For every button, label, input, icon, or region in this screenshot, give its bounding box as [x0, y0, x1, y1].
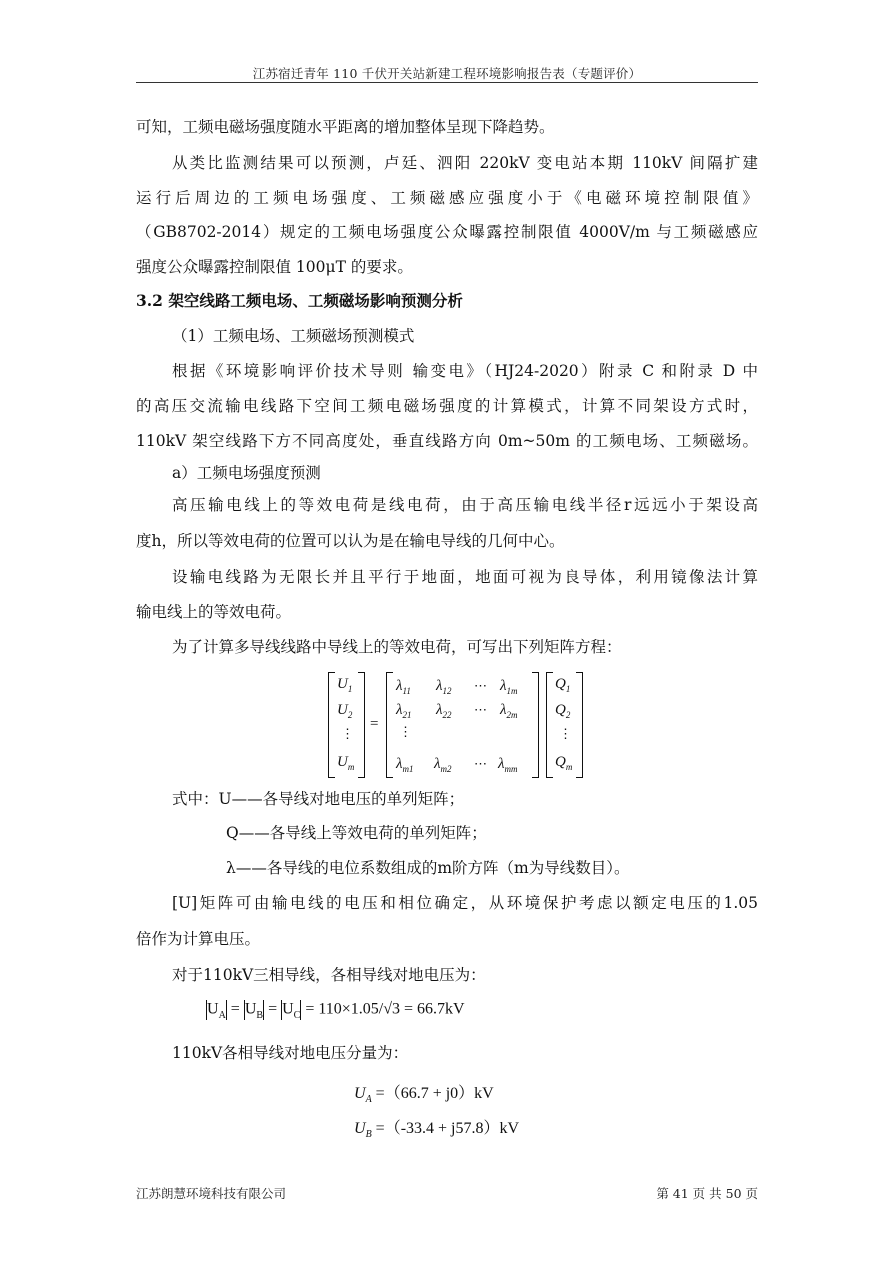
- paragraph-line: 度h，所以等效电荷的位置可以认为是在输电导线的几何中心。: [136, 532, 565, 550]
- section-heading: 3.2 架空线路工频电场、工频磁场影响预测分析: [136, 291, 463, 310]
- matrix-cell: $\lambda_{21}$: [396, 702, 412, 720]
- left-bracket: [386, 672, 393, 778]
- matrix-cell: ⋯: [474, 678, 487, 693]
- matrix-cell: $Q_m$: [555, 754, 573, 772]
- u-vector: [328, 672, 368, 782]
- footer-company: 江苏朗慧环境科技有限公司: [136, 1186, 287, 1201]
- paragraph-line: 运行后周边的工频电场强度、工频磁感应强度小于《电磁环境控制限值》: [136, 189, 758, 207]
- matrix-cell: $Q_2$: [555, 702, 571, 720]
- matrix-cell: ⋮: [341, 726, 354, 741]
- paragraph-line: 的高压交流输电线路下空间工频电磁场强度的计算模式，计算不同架设方式时，: [136, 397, 758, 415]
- paragraph-line: 可知，工频电磁场强度随水平距离的增加整体呈现下降趋势。: [136, 118, 555, 136]
- equals-sign: =: [370, 716, 379, 732]
- matrix-cell: $\lambda_{11}$: [396, 678, 411, 696]
- matrix-cell: ⋮: [399, 724, 412, 739]
- matrix-cell: $\lambda_{22}$: [436, 702, 452, 720]
- definition-line: 式中：U——各导线对地电压的单列矩阵；: [172, 790, 465, 808]
- paragraph-line: 根据《环境影响评价技术导则 输变电》（HJ24-2020）附录 C 和附录 D 中: [172, 362, 758, 380]
- definition-line: λ——各导线的电位系数组成的m阶方阵（m为导线数目）。: [226, 859, 630, 877]
- matrix-cell: $U_m$: [337, 754, 355, 772]
- ua-equation: $U_A =(66.7 + j0)kV$: [354, 1085, 494, 1106]
- paragraph-line: 强度公众曝露控制限值 100μT 的要求。: [136, 258, 413, 276]
- matrix-cell: $\lambda_{1m}$: [500, 678, 518, 696]
- paragraph-line: 高压输电线上的等效电荷是线电荷，由于高压输电线半径r远远小于架设高: [172, 496, 758, 514]
- matrix-cell: $Q_1$: [555, 676, 571, 694]
- paragraph-line: （GB8702-2014）规定的工频电场强度公众曝露控制限值 4000V/m 与工频磁感应: [136, 223, 758, 241]
- paragraph-line: 倍作为计算电压。: [136, 930, 261, 948]
- matrix-cell: $U_2$: [337, 702, 353, 720]
- paragraph-line: 对于110kV三相导线，各相导线对地电压为：: [172, 966, 486, 984]
- definition-line: Q——各导线上等效电荷的单列矩阵；: [226, 824, 487, 842]
- paragraph-line: 从类比监测结果可以预测，卢廷、泗阳 220kV 变电站本期 110kV 间隔扩建: [172, 154, 758, 172]
- right-bracket: [532, 672, 539, 778]
- matrix-cell: $U_1$: [337, 676, 353, 694]
- subheading: a）工频电场强度预测: [172, 464, 321, 482]
- paragraph-line: 110kV各相导线对地电压分量为：: [172, 1044, 409, 1062]
- footer-page-number: 第 41 页 共 50 页: [656, 1186, 758, 1201]
- paragraph-line: 为了计算多导线线路中导线上的等效电荷，可写出下列矩阵方程：: [172, 638, 622, 656]
- left-bracket: [328, 672, 335, 778]
- right-bracket: [576, 672, 583, 778]
- subheading: （1）工频电场、工频磁场预测模式: [172, 327, 415, 345]
- matrix-cell: $\lambda_{12}$: [436, 678, 452, 696]
- header-rule: [136, 82, 758, 83]
- matrix-cell: ⋯: [474, 702, 487, 717]
- paragraph-line: 110kV 架空线路下方不同高度处，垂直线路方向 0m~50m 的工频电场、工频磁场。: [136, 432, 758, 450]
- page-header: 江苏宿迁青年 110 千伏开关站新建工程环境影响报告表（专题评价）: [252, 66, 642, 81]
- matrix-cell: $\lambda_{m1}$: [396, 756, 414, 774]
- q-vector: [546, 672, 586, 782]
- paragraph-line: [U]矩阵可由输电线的电压和相位确定，从环境保护考虑以额定电压的1.05: [172, 894, 758, 912]
- left-bracket: [546, 672, 553, 778]
- right-bracket: [358, 672, 365, 778]
- paragraph-line: 输电线上的等效电荷。: [136, 603, 292, 621]
- matrix-cell: $\lambda_{2m}$: [500, 702, 518, 720]
- matrix-cell: $\lambda_{m2}$: [434, 756, 452, 774]
- voltage-equation: $U_A = U_B = U_C = 110\times 1.05/√3 = 66.7kV$: [207, 1000, 465, 1021]
- matrix-cell: ⋯: [474, 756, 487, 771]
- ub-equation: $U_B =(-33.4 + j57.8)kV$: [354, 1120, 520, 1141]
- matrix-cell: ⋮: [559, 726, 572, 741]
- matrix-cell: $\lambda_{mm}$: [498, 756, 518, 774]
- lambda-matrix: [386, 672, 542, 782]
- paragraph-line: 设输电线路为无限长并且平行于地面，地面可视为良导体，利用镜像法计算: [172, 568, 758, 586]
